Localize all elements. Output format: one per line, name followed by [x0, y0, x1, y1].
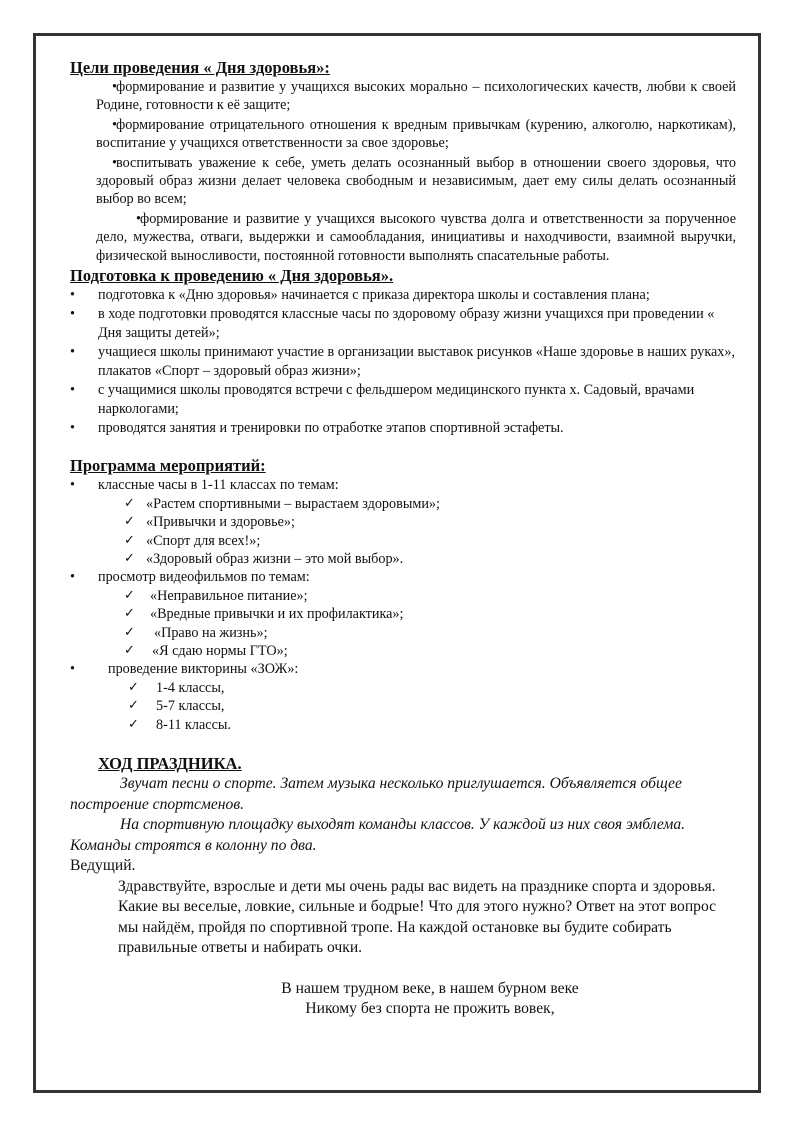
prep-heading: Подготовка к проведению « Дня здоровья».	[70, 266, 394, 286]
bullet-icon: •	[70, 382, 75, 399]
check-icon: ✓	[128, 698, 139, 714]
page-border	[33, 33, 761, 1093]
check-icon: ✓	[128, 679, 139, 695]
document-content	[70, 58, 736, 1020]
list-item: • воспитывать уважение к себе, уметь делать осознанный выбор в отношении своего здоровья, что здоровый образ жизни делает человека свободным и независимым, дает ему силы делать осознанный выбор во всем;	[70, 154, 736, 209]
check-icon: ✓	[128, 716, 139, 732]
list-item: ✓ «Неправильное питание»;	[124, 587, 308, 604]
bullet-icon: •	[70, 569, 75, 586]
check-icon: ✓	[124, 514, 135, 530]
bullet-icon: •	[70, 344, 75, 361]
list-item: ✓ «Здоровый образ жизни – это мой выбор».	[124, 550, 404, 567]
prep-list	[70, 286, 736, 437]
check-icon: ✓	[124, 495, 135, 511]
list-item: • в ходе подготовки проводятся классные часы по здоровому образу жизни учащихся при проведении « Дня защиты детей»;	[70, 306, 715, 341]
goals-list	[70, 78, 736, 265]
check-icon: ✓	[124, 532, 135, 548]
list-item: ✓ «Вредные привычки и их профилактика»;	[124, 606, 404, 623]
program-heading: Программа мероприятий:	[70, 456, 266, 476]
bullet-icon: •	[112, 116, 117, 133]
program-group: • просмотр видеофильмов по темам:	[70, 569, 310, 586]
check-icon: ✓	[124, 606, 135, 622]
check-icon: ✓	[124, 550, 135, 566]
bullet-icon: •	[70, 287, 75, 304]
list-item: • с учащимися школы проводятся встречи с фельдшером медицинского пункта х. Садовый, врачами наркологами;	[70, 382, 695, 417]
bullet-icon: •	[70, 419, 75, 436]
bullet-icon: •	[136, 210, 141, 227]
list-item: ✓ «Растем спортивными – вырастаем здоровыми»;	[124, 495, 440, 512]
list-item: ✓ 1-4 классы,	[128, 679, 225, 696]
list-item: ✓ «Привычки и здоровье»;	[124, 514, 295, 531]
bullet-icon: •	[112, 154, 117, 171]
event-heading: ХОД ПРАЗДНИКА.	[98, 754, 242, 773]
check-icon: ✓	[124, 587, 135, 603]
bullet-icon: •	[112, 79, 117, 95]
list-item: ✓ «Спорт для всех!»;	[124, 532, 261, 549]
poem-line: Никому без спорта не прожить вовек,	[305, 1000, 555, 1017]
stage-direction-1: Звучат песни о спорте. Затем музыка несколько приглушается. Объявляется общее построение спортсменов.	[70, 775, 682, 813]
speaker-label: Ведущий.	[70, 857, 136, 874]
list-item: • проводятся занятия и тренировки по отработке этапов спортивной эстафеты.	[70, 419, 564, 436]
stage-direction-2: На спортивную площадку выходят команды классов. У каждой из них своя эмблема. Команды строятся в колонну по два.	[70, 816, 686, 854]
bullet-icon: •	[70, 477, 75, 494]
host-speech: Здравствуйте, взрослые и дети мы очень рады вас видеть на празднике спорта и здоровья. Какие вы веселые, ловкие, сильные и бодрые! Что для этого нужно? Ответ на этот вопрос мы найдём, пройдя по спортивной тропе. На каждой остановке вы будите собирать правильные ответы и набирать очки.	[118, 877, 717, 956]
bullet-icon: •	[70, 306, 75, 323]
list-item: ✓ «Я сдаю нормы ГТО»;	[124, 642, 288, 659]
bullet-icon: •	[70, 661, 75, 678]
goals-heading: Цели проведения « Дня здоровья»:	[70, 58, 330, 77]
list-item: • подготовка к «Дню здоровья» начинается с приказа директора школы и составления плана;	[70, 287, 650, 304]
program-list	[70, 476, 736, 734]
list-item: ✓ 8-11 классы.	[128, 716, 231, 733]
check-icon: ✓	[124, 624, 135, 640]
list-item: ✓ 5-7 классы,	[128, 698, 225, 715]
program-group: • классные часы в 1-11 классах по темам:	[70, 477, 339, 494]
program-group: • проведение викторины «ЗОЖ»:	[70, 661, 299, 678]
list-item: • формирование и развитие у учащихся высокого чувства долга и ответственности за порученное дело, мужества, отваги, выдержки и самообладания, инициативы и находчивости, взаимной выручки, физической выносливости, постоянной готовности выполнять спасательные работы.	[70, 210, 736, 265]
check-icon: ✓	[124, 642, 135, 658]
poem-line: В нашем трудном веке, в нашем бурном веке	[281, 979, 579, 997]
list-item: • формирование отрицательного отношения к вредным привычкам (курению, алкоголю, наркотикам), воспитание у учащихся ответственности за свое здоровье;	[70, 116, 736, 153]
list-item: • формирование и развитие у учащихся высоких морально – психологических качеств, любви к своей Родине, готовности к её защите;	[70, 78, 736, 115]
list-item: • учащиеся школы принимают участие в организации выставок рисунков «Наше здоровье в наших руках», плакатов «Спорт – здоровый образ жизни»;	[70, 344, 736, 379]
list-item: ✓ «Право на жизнь»;	[124, 624, 268, 641]
